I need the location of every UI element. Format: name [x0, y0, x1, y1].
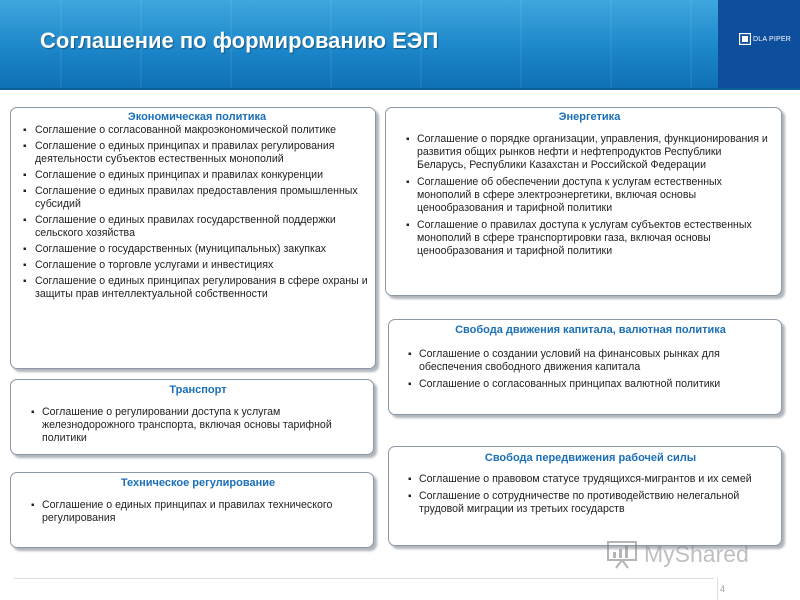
bullet-icon: ▪	[406, 177, 410, 188]
list-item-text: Соглашение о порядке организации, управления, функционирования и развития общих рынков нефти и нефтепродуктов Республики Беларусь, Республики Казахстан и Российской Федерации	[417, 133, 768, 171]
presentation-board-icon	[606, 539, 640, 569]
bullet-icon: ▪	[23, 170, 27, 181]
list-item-text: Соглашение о торговле услугами и инвестициях	[35, 259, 274, 271]
list-item	[406, 133, 773, 172]
list-item-text: Соглашение о единых принципах и правилах регулирования деятельности субъектов естественных монополий	[35, 140, 335, 165]
list-item	[23, 275, 371, 301]
slide-title: Соглашение по формированию ЕЭП	[40, 28, 439, 53]
dla-piper-logo	[739, 33, 791, 55]
bullet-icon: ▪	[408, 491, 412, 502]
bullet-icon: ▪	[23, 260, 27, 271]
list-item-text: Соглашение о правилах доступа к услугам субъектов естественных монополий в сфере транспортировки газа, включая основы ценообразования и тарифной политики	[417, 219, 752, 257]
bullet-icon: ▪	[31, 500, 35, 511]
bullet-icon: ▪	[406, 134, 410, 145]
list-item-text: Соглашение о единых принципах и правилах конкуренции	[35, 169, 323, 181]
bullet-icon: ▪	[408, 349, 412, 360]
list-item-text: Соглашение о сотрудничестве по противодействию нелегальной трудовой миграции из третьих государств	[419, 490, 740, 515]
list-item	[408, 473, 773, 486]
list-item	[23, 169, 371, 182]
agreement-list	[406, 133, 773, 258]
bullet-icon: ▪	[23, 125, 27, 136]
bullet-icon: ▪	[31, 407, 35, 418]
list-item-text: Соглашение о правовом статусе трудящихся-мигрантов и их семей	[419, 473, 752, 485]
list-item	[23, 140, 371, 166]
section-labor-mobility	[388, 446, 782, 546]
section-title: Свобода передвижения рабочей силы	[484, 452, 697, 464]
bullet-icon: ▪	[23, 186, 27, 197]
agreement-list	[408, 473, 773, 516]
bullet-icon: ▪	[408, 474, 412, 485]
section-economic-policy	[10, 107, 376, 369]
list-item	[31, 499, 365, 525]
section-energy	[385, 107, 782, 296]
section-transport	[10, 379, 374, 455]
agreement-list	[31, 406, 365, 445]
section-title: Транспорт	[169, 384, 227, 396]
page-number: 4	[720, 584, 726, 594]
list-item	[406, 176, 773, 215]
watermark	[606, 537, 776, 573]
bullet-icon: ▪	[406, 220, 410, 231]
list-item	[23, 185, 371, 211]
logo-panel	[718, 0, 800, 90]
logo-icon	[739, 33, 751, 45]
list-item	[23, 259, 371, 272]
bullet-icon: ▪	[23, 215, 27, 226]
list-item	[408, 490, 773, 516]
agreement-list	[23, 124, 371, 301]
footer-divider	[14, 578, 714, 579]
list-item	[406, 219, 773, 258]
section-title: Техническое регулирование	[120, 477, 276, 489]
list-item	[408, 378, 773, 391]
list-item-text: Соглашение о единых принципах и правилах технического регулирования	[42, 499, 333, 524]
section-title: Свобода движения капитала, валютная политика	[455, 324, 726, 336]
bullet-icon: ▪	[408, 379, 412, 390]
bullet-icon: ▪	[23, 244, 27, 255]
list-item	[23, 243, 371, 256]
list-item	[31, 406, 365, 445]
list-item-text: Соглашение о согласованных принципах валютной политики	[419, 378, 721, 390]
list-item-text: Соглашение о создании условий на финансовых рынках для обеспечения свободного движения капитала	[419, 348, 720, 373]
list-item-text: Соглашение о единых правилах государственной поддержки сельского хозяйства	[35, 214, 336, 239]
list-item	[408, 348, 773, 374]
list-item	[23, 124, 371, 137]
list-item-text: Соглашение о согласованной макроэкономической политике	[35, 124, 336, 136]
agreement-list	[31, 499, 365, 525]
section-technical-regulation	[10, 472, 374, 548]
list-item-text: Соглашение о единых правилах предоставления промышленных субсидий	[35, 185, 358, 210]
list-item-text: Соглашение о единых принципах регулирования в сфере охраны и защиты прав интеллектуальной собственности	[35, 275, 368, 300]
list-item-text: Соглашение об обеспечении доступа к услугам естественных монополий в сфере электроэнергетики, включая основы ценообразования и тарифной политики	[417, 176, 722, 214]
footer-vertical-divider	[717, 578, 718, 600]
slide-header	[0, 0, 800, 90]
section-title: Экономическая политика	[127, 111, 267, 123]
section-capital-currency	[388, 319, 782, 415]
bullet-icon: ▪	[23, 276, 27, 287]
watermark-text: MyShared	[644, 541, 749, 567]
bullet-icon: ▪	[23, 141, 27, 152]
list-item-text: Соглашение о государственных (муниципальных) закупках	[35, 243, 327, 255]
list-item-text: Соглашение о регулировании доступа к услугам железнодорожного транспорта, включая основы тарифной политики	[42, 406, 332, 444]
agreement-list	[408, 348, 773, 391]
section-title: Энергетика	[558, 111, 621, 123]
list-item	[23, 214, 371, 240]
logo-text: DLA PIPER	[753, 36, 791, 43]
